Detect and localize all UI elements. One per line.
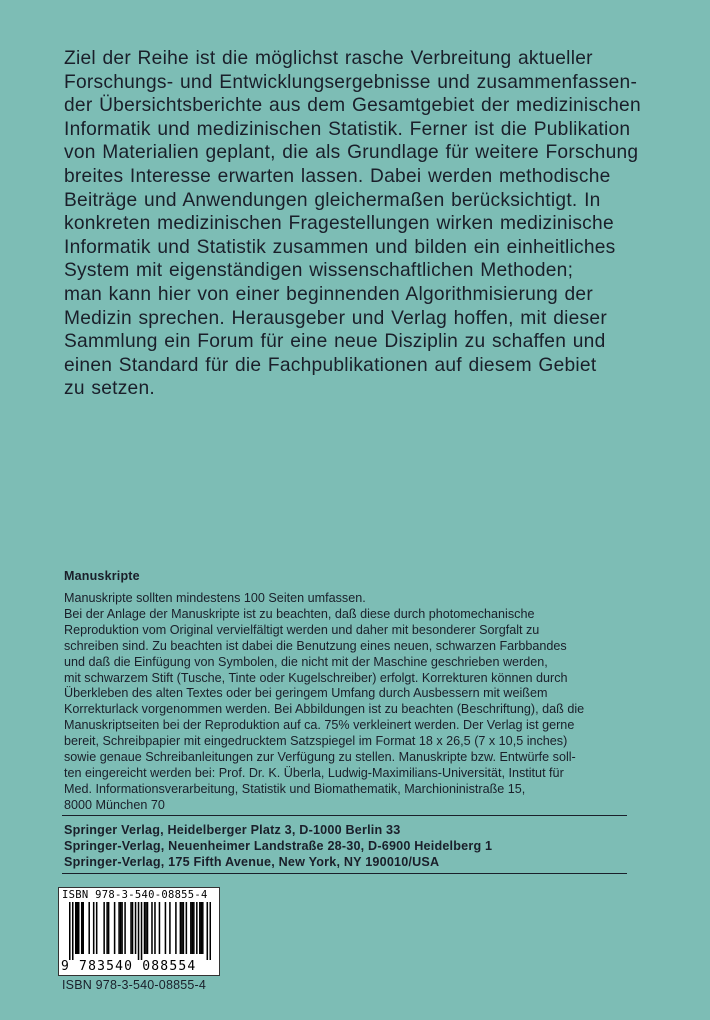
barcode-bar bbox=[124, 902, 126, 954]
manuscripts-line: Überkleben des alten Textes oder bei geringem Umfang durch Ausbessern mit weißem bbox=[64, 686, 548, 701]
barcode-isbn-label: ISBN 978-3-540-08855-4 bbox=[62, 889, 208, 901]
manuscripts-line: Manuskriptseiten bei der Reproduktion auf ca. 75% verkleinert werden. Der Verlag ist gerne bbox=[64, 718, 575, 733]
barcode-bar bbox=[121, 902, 123, 954]
barcode-bar bbox=[114, 902, 116, 954]
barcode-guard-bar bbox=[69, 902, 71, 960]
barcode-bar bbox=[120, 902, 122, 954]
barcode-bar bbox=[144, 902, 146, 954]
barcode-bar bbox=[154, 902, 156, 954]
address-new-york: Springer-Verlag, 175 Fifth Avenue, New York, NY 190010/USA bbox=[64, 855, 440, 869]
intro-line: man kann hier von einer beginnenden Algorithmisierung der bbox=[64, 283, 593, 305]
barcode-guard-bar bbox=[138, 902, 140, 960]
series-description bbox=[64, 47, 644, 401]
barcode-guard-bar bbox=[207, 902, 209, 960]
manuscripts-line: Med. Informationsverarbeitung, Statistik und Biomathematik, Marchioninistraße 15, bbox=[64, 781, 526, 796]
barcode-guard-bar bbox=[72, 902, 74, 960]
barcode-bar bbox=[75, 902, 77, 954]
barcode-bars bbox=[69, 902, 211, 960]
barcode-bar bbox=[96, 902, 98, 954]
intro-line: der Übersichtsberichte aus dem Gesamtgebiet der medizinischen bbox=[64, 95, 641, 117]
barcode-bar bbox=[145, 902, 147, 954]
intro-line: von Materialien geplant, die als Grundlage für weitere Forschung bbox=[64, 142, 639, 164]
barcode-bar bbox=[165, 902, 167, 954]
intro-line: einen Standard für die Fachpublikationen auf diesem Gebiet bbox=[64, 354, 597, 376]
barcode-bar bbox=[88, 902, 90, 954]
manuscripts-line: Reproduktion vom Original vervielfältigt werden und daher mit besonderer Sorgfalt zu bbox=[64, 622, 540, 637]
barcode-bar bbox=[76, 902, 78, 954]
intro-line: breites Interesse erwarten lassen. Dabei werden methodische bbox=[64, 165, 611, 187]
barcode-bar bbox=[193, 902, 195, 954]
barcode-bar bbox=[135, 902, 137, 954]
barcode-guard-bar bbox=[141, 902, 143, 960]
manuscripts-heading: Manuskripte bbox=[64, 569, 140, 583]
manuscripts-line: ten eingereicht werden bei: Prof. Dr. K. Überla, Ludwig-Maximilians-Universität, Institut für bbox=[64, 765, 564, 780]
barcode-bar bbox=[186, 902, 188, 954]
intro-line: System mit eigenständigen wissenschaftlichen Methoden; bbox=[64, 260, 574, 282]
barcode-bar bbox=[78, 902, 80, 954]
intro-line: Medizin sprechen. Herausgeber und Verlag hoffen, mit dieser bbox=[64, 307, 607, 329]
barcode-bar bbox=[190, 902, 192, 954]
barcode-bar bbox=[103, 902, 105, 954]
barcode-bar bbox=[130, 902, 132, 954]
isbn-barcode bbox=[58, 887, 220, 976]
barcode-bar bbox=[151, 902, 153, 954]
intro-line: Sammlung ein Forum für eine neue Disziplin zu schaffen und bbox=[64, 331, 606, 353]
barcode-bar bbox=[118, 902, 120, 954]
manuscripts-line: 8000 München 70 bbox=[64, 797, 165, 812]
barcode-bar bbox=[82, 902, 84, 954]
barcode-bar bbox=[183, 902, 185, 954]
address-heidelberg: Springer-Verlag, Neuenheimer Landstraße 28-30, D-6900 Heidelberg 1 bbox=[64, 839, 493, 853]
divider-bottom bbox=[62, 873, 627, 874]
intro-line: Beiträge und Anwendungen gleichermaßen berücksichtigt. In bbox=[64, 189, 601, 211]
intro-line: Forschungs- und Entwicklungsergebnisse und zusammenfassen- bbox=[64, 71, 638, 93]
address-berlin: Springer Verlag, Heidelberger Platz 3, D-1000 Berlin 33 bbox=[64, 823, 401, 837]
barcode-bar bbox=[181, 902, 183, 954]
publisher-addresses bbox=[64, 822, 492, 870]
barcode-bar bbox=[199, 902, 201, 954]
isbn-number: ISBN 978-3-540-08855-4 bbox=[62, 978, 207, 992]
manuscripts-instructions bbox=[64, 591, 634, 814]
barcode-bar bbox=[201, 902, 203, 954]
barcode-bar bbox=[108, 902, 110, 954]
barcode-bar bbox=[175, 902, 177, 954]
barcode-bar bbox=[196, 902, 198, 954]
barcode-bar bbox=[202, 902, 204, 954]
manuscripts-line: schreiben sind. Zu beachten ist dabei die Benutzung eines neuen, schwarzen Farbbandes bbox=[64, 638, 567, 653]
barcode-bar bbox=[93, 902, 95, 954]
barcode-bar bbox=[169, 902, 171, 954]
divider-top bbox=[62, 815, 627, 816]
barcode-guard-bar bbox=[210, 902, 211, 960]
barcode-bar bbox=[159, 902, 161, 954]
intro-line: Ziel der Reihe ist die möglichst rasche Verbreitung aktueller bbox=[64, 48, 593, 69]
intro-line: Informatik und medizinischen Statistik. Ferner ist die Publikation bbox=[64, 118, 631, 140]
barcode-bar bbox=[106, 902, 108, 954]
manuscripts-line: Manuskripte sollten mindestens 100 Seiten umfassen. bbox=[64, 591, 366, 605]
barcode-bar bbox=[81, 902, 83, 954]
barcode-bar bbox=[192, 902, 194, 954]
barcode-bar bbox=[147, 902, 149, 954]
intro-line: konkreten medizinischen Fragestellungen wirken medizinische bbox=[64, 213, 614, 235]
manuscripts-line: mit schwarzem Stift (Tusche, Tinte oder Kugelschreiber) erfolgt. Korrekturen können durch bbox=[64, 670, 568, 685]
manuscripts-line: bereit, Schreibpapier mit eingedrucktem Satzspiegel im Format 18 x 26,5 (7 x 10,5 inches) bbox=[64, 734, 568, 749]
barcode-digits: 9 783540 088554 bbox=[61, 959, 197, 974]
barcode-bar bbox=[132, 902, 134, 954]
manuscripts-line: und daß die Einfügung von Symbolen, die nicht mit der Maschine geschrieben werden, bbox=[64, 654, 548, 669]
barcode-bar bbox=[180, 902, 182, 954]
manuscripts-line: sowie genaue Schreibanleitungen zur Verfügung zu stellen. Manuskripte bzw. Entwürfe soll- bbox=[64, 750, 576, 765]
intro-line: Informatik und Statistik zusammen und bilden ein einheitliches bbox=[64, 236, 616, 258]
manuscripts-line: Korrekturlack vorgenommen werden. Bei Abbildungen ist zu beachten (Beschriftung), daß die bbox=[64, 702, 585, 717]
intro-line: zu setzen. bbox=[64, 378, 155, 400]
manuscripts-line: Bei der Anlage der Manuskripte ist zu beachten, daß diese durch photomechanische bbox=[64, 606, 535, 621]
